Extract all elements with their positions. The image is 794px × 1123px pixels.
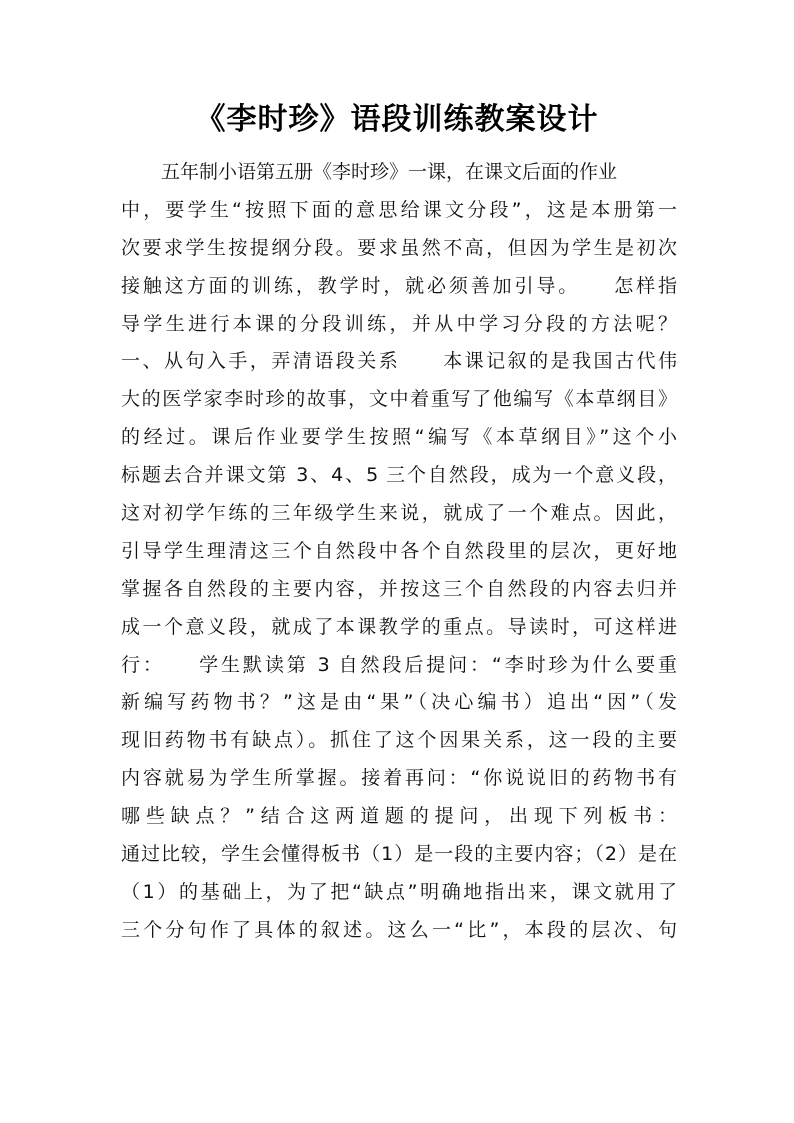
text-line: 五年制小语第五册《李时珍》一课，在课文后面的作业 <box>161 161 618 183</box>
text-line: 一、从句入手，弄清语段关系 本课记叙的是我国古代伟 <box>121 350 677 373</box>
text-line: 中，要学生“按照下面的意思给课文分段”，这是本册第一 <box>121 198 677 221</box>
text-line: 大的医学家李时珍的故事，文中着重写了他编写《本草纲目》 <box>121 388 677 411</box>
text-line: 通过比较，学生会懂得板书（1）是一段的主要内容；（2）是在 <box>121 843 677 866</box>
text-line: 掌握各自然段的主要内容，并按这三个自然段的内容去归并 <box>121 577 677 600</box>
text-line: 成一个意义段，就成了本课教学的重点。导读时，可这样进 <box>121 615 677 638</box>
text-line: 引导学生理清这三个自然段中各个自然段里的层次，更好地 <box>121 539 677 562</box>
text-line: 三个分句作了具体的叙述。这么一“比”，本段的层次、句 <box>121 918 677 941</box>
text-line: 新编写药物书？”这是由“果”（决心编书）追出“因”（发 <box>121 691 677 714</box>
document-title: 《李时珍》语段训练教案设计 <box>195 102 599 137</box>
text-line: 内容就易为学生所掌握。接着再问：“你说说旧的药物书有 <box>121 767 677 790</box>
body-text <box>121 154 677 950</box>
text-line: 这对初学乍练的三年级学生来说，就成了一个难点。因此， <box>121 502 677 525</box>
text-line: 现旧药物书有缺点）。抓住了这个因果关系，这一段的主要 <box>121 729 677 752</box>
text-line: 行： 学生默读第 3 自然段后提问：“李时珍为什么要重 <box>121 653 677 676</box>
text-line: 导学生进行本课的分段训练，并从中学习分段的方法呢？ <box>121 312 677 335</box>
text-line: 的经过。课后作业要学生按照“编写《本草纲目》”这个小 <box>121 426 677 449</box>
text-line: （1）的基础上，为了把“缺点”明确地指出来，课文就用了 <box>121 880 677 903</box>
text-line: 次要求学生按提纲分段。要求虽然不高，但因为学生是初次 <box>121 236 677 259</box>
text-line: 标题去合并课文第 3、4、5 三个自然段，成为一个意义段， <box>121 464 677 487</box>
text-line: 接触这方面的训练，教学时，就必须善加引导。 怎样指 <box>121 274 677 297</box>
text-line: 哪些缺点？”结合这两道题的提问，出现下列板书： <box>121 805 677 828</box>
